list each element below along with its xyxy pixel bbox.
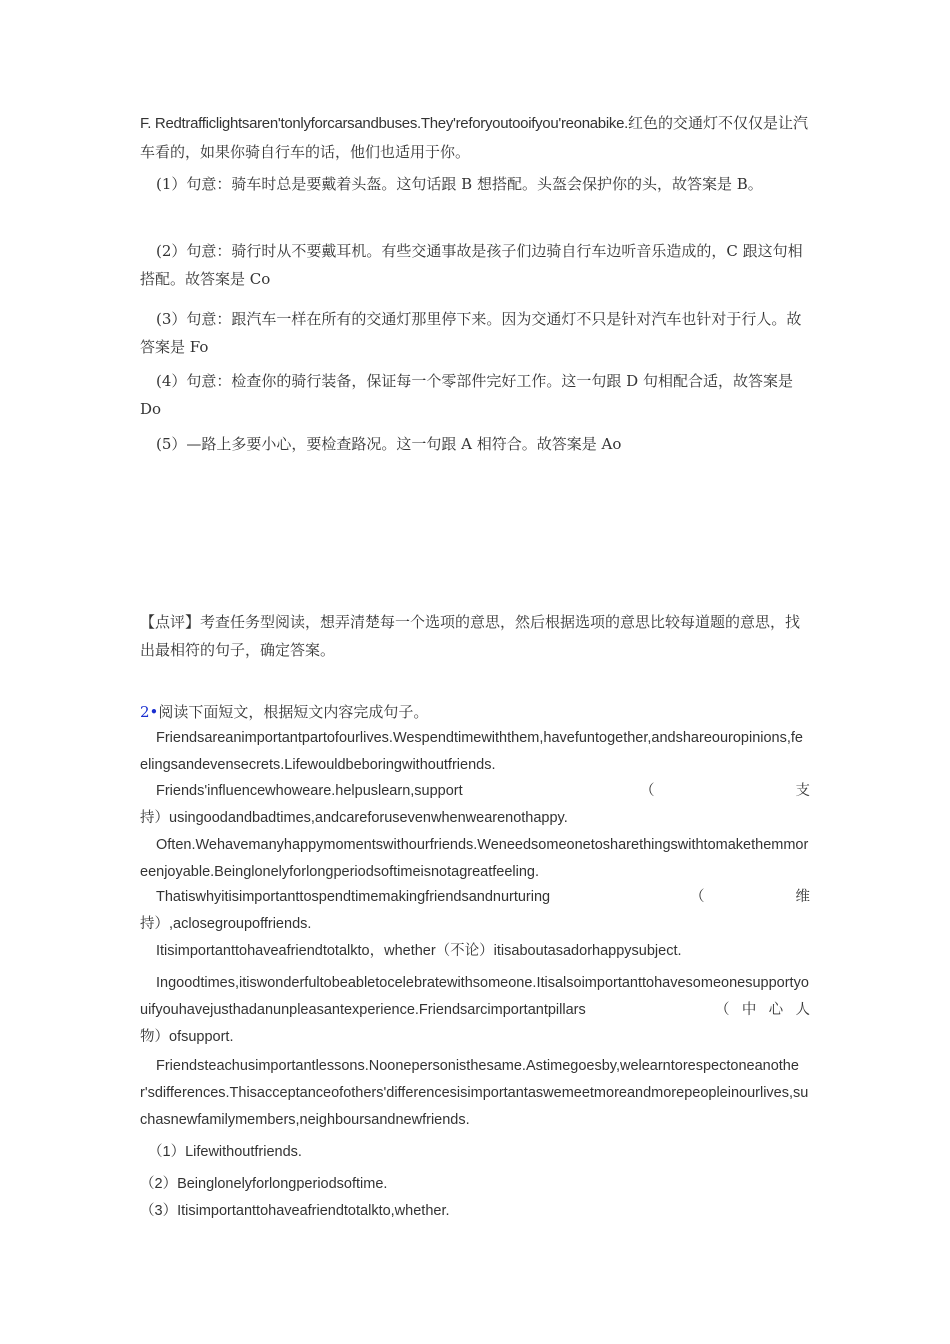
passage-paragraph-2-text: Friends'influencewhoweare.helpuslearn,support	[156, 783, 463, 799]
passage-paragraph-6	[140, 970, 810, 1051]
passage-paragraph-6-line-3: 物）ofsupport.	[140, 1029, 234, 1045]
question-instruction: 阅读下面短文，根据短文内容完成句子。	[158, 703, 429, 721]
option-f-line	[140, 109, 810, 166]
passage-paragraph-3: Often.Wehavemanyhappymomentswithourfriends.Weneedsomeonetosharethingswithtomakethemmoreenjoyable.Beinglonelyforlongperiodsoftimeisnotagreatfeeling.	[140, 837, 809, 880]
passage-paragraph-2-line-1	[140, 778, 810, 805]
explanation-item-3: (3）句意：跟汽车一样在所有的交通灯那里停下来。因为交通灯不只是针对汽车也针对于行人。故答案是 Fo	[140, 310, 802, 356]
explanation-item-5: (5）—路上多要小心，要检查路况。这一句跟 A 相符合。故答案是 Ao	[156, 435, 622, 453]
gloss-open-bracket: （	[640, 783, 655, 799]
question-item-3: （3）Itisimportanttohaveafriendtotalkto,whether.	[140, 1203, 450, 1219]
passage-paragraph-4-text: Thatiswhyitisimportanttospendtimemakingfriendsandnurturing	[156, 889, 551, 905]
passage-paragraph-2-line-2: 持）usingoodandbadtimes,andcareforusevenwhenwearenothappy.	[140, 810, 568, 826]
passage-paragraph-5: Itisimportanttohaveafriendtotalkto，whether（不论）itisaboutasadorhappysubject.	[156, 943, 682, 959]
passage-paragraph-4-line-2: 持）,aclosegroupoffriends.	[140, 916, 312, 932]
question-number: 2•	[140, 703, 159, 721]
passage-paragraph-1: Friendsareanimportantpartofourlives.Wespendtimewiththem,havefuntogether,andshareouropinions,feelingsandevensecrets.Lifewouldbeboringwithoutfriends.	[140, 730, 803, 773]
passage-paragraph-2	[140, 778, 810, 832]
gloss-open-bracket: （	[690, 889, 705, 905]
passage-paragraph-4	[140, 884, 810, 938]
option-f-english: F. Redtrafficlightsaren'tonlyforcarsandbuses.They'reforyoutooifyou'reonabike.	[140, 115, 628, 132]
explanation-item-2: (2）句意：骑行时从不要戴耳机。有些交通事故是孩子们边骑自行车边听音乐造成的，C 跟这句相搭配。故答案是 Co	[140, 242, 803, 288]
question-2-heading	[140, 698, 810, 726]
gloss-word: 支	[795, 783, 810, 799]
passage-paragraph-4-line-1	[140, 884, 810, 911]
question-item-1: （1）Lifewithoutfriends.	[148, 1144, 302, 1160]
passage-paragraph-6-text: Ingoodtimes,itiswonderfultobeabletocelebratewithsomeone.Itisalsoimportanttohavesomeonesupportyouifyouhavejusthadanunpleasantexperience.Friendsarcimportantpillars	[140, 975, 809, 1018]
explanation-item-1: (1）句意：骑车时总是要戴着头盔。这句话跟 B 想搭配。头盔会保护你的头，故答案是 B。	[156, 175, 763, 193]
explanation-item-4: (4）句意：检查你的骑行装备，保证每一个零部件完好工作。这一句跟 D 句相配合适，故答案是 Do	[140, 372, 793, 418]
comment-paragraph: 【点评】考查任务型阅读，想弄清楚每一个选项的意思，然后根据选项的意思比较每道题的意思，找出最相符的句子，确定答案。	[140, 613, 801, 659]
gloss-word: 维	[795, 889, 810, 905]
gloss-chinese: （中心人	[715, 997, 810, 1024]
passage-paragraph-7: Friendsteachusimportantlessons.Noonepersonisthesame.Astimegoesby,welearntorespectoneanother'sdifferences.Thisacceptanceofothers'differencesisimportantaswemeetmoreandmorepeopleinourlives,suchasnewfamilymembers,neighboursandnewfriends.	[140, 1058, 809, 1128]
question-item-2: （2）Beinglonelyforlongperiodsoftime.	[140, 1176, 388, 1192]
option-f-chinese: 红色的交通灯不仅仅是让汽车看的，如果你骑自行车的话，他们也适用于你。	[140, 114, 809, 161]
